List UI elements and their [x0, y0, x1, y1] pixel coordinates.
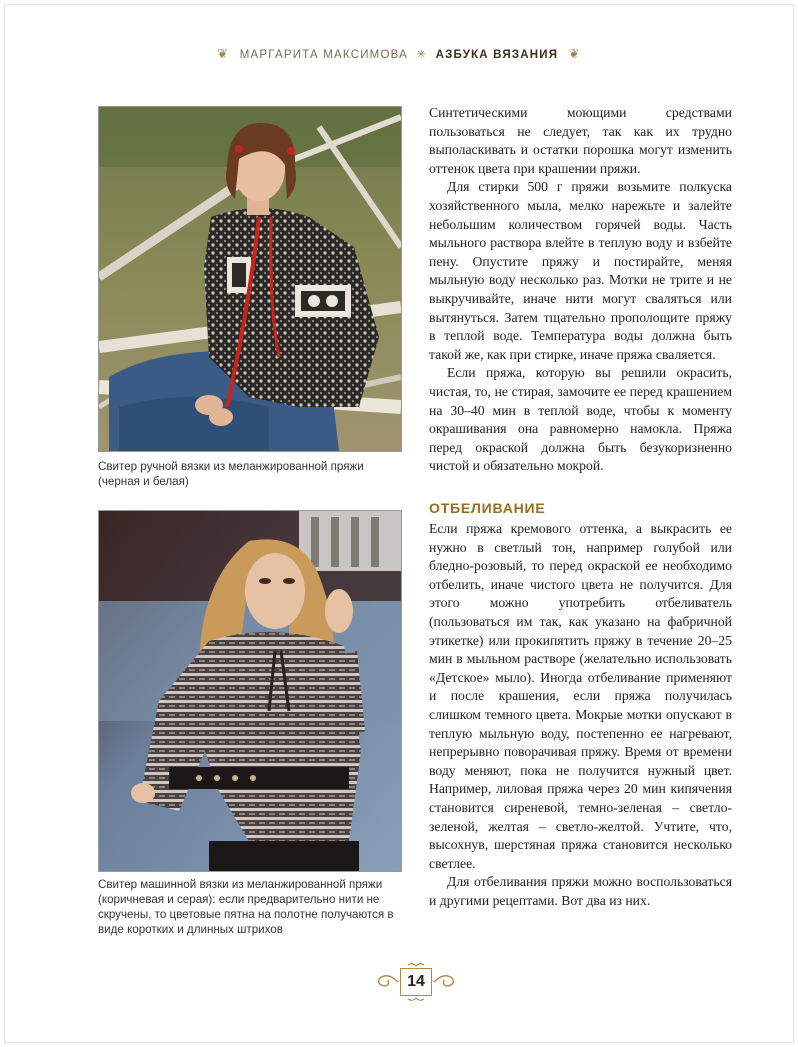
header-separator-icon: ✳ [416, 49, 428, 61]
photo-hand-knit-sweater [98, 106, 402, 452]
paragraph: Если пряжа кремового оттенка, а выкрасить ее нужно в светлый тон, например голубой или бледно-розовый, то перед окраской ее необходимо отбелить, иначе чистого цвета не получится. Для этого можно употребить отбеливатель (пользоваться им так, как указано на фабричной этикетке) или прокипятить пряжу в течение 20–25 мин в мыльном растворе (желательно использовать «Детское» мыло). Иногда отбеливание применяют и после крашения, если пряжа получилась слишком темного цвета. Мокрые мотки опускают в теплую мыльную воду, постепенно ее нагревают, непрерывно поворачивая пряжу. Время от времени воду меняют, пока не получится нужный цвет. Например, лиловая пряжа через 20 мин кипячения становится сиреневой, темно-зеленая – светло-зеленой, желтая – светло-желтой. Учтите, что, высохнув, шерстяная пряжа становится несколько светлее. [429, 521, 732, 871]
section-heading: ОТБЕЛИВАНИЕ [429, 500, 546, 516]
page-number: 14 [400, 968, 432, 996]
paragraph: Для стирки 500 г пряжи возьмите полкуска хозяйственного мыла, мелко нарежьте и залейте небольшим количеством горячей воды. Часть мыльного раствора влейте в теплую воду и взбейте пену. Опустите пряжу и постирайте, меняя мыльную воду несколько раз. Мотки не трите и не выкручивайте, иначе нити могут сваляться или вытянуться. Затем тщательно прополощите пряжу в теплой воде. Температура воды должна быть такой же, как при стирке, иначе пряжа сваляется. [429, 179, 732, 362]
paragraph: Для отбеливания пряжи можно воспользоваться и другими рецептами. Вот два из них. [429, 874, 732, 908]
ornament-right-icon: ❦ [568, 46, 581, 61]
paragraph: Синтетическими моющими средствами пользоваться не следует, так как их трудно выполаскивать и остатки порошка могут изменить оттенок цвета при крашении пряжи. [429, 105, 732, 176]
text-column-2 [429, 520, 732, 910]
photo-caption-1: Свитер ручной вязки из меланжированной пряжи (черная и белая) [98, 460, 364, 488]
page-number-ornament [376, 962, 456, 1002]
text-column-1 [429, 104, 732, 476]
paragraph: Если пряжа, которую вы решили окрасить, чистая, то, не стирая, замочите ее перед крашением на 30–40 мин в теплой воде, чтобы к моменту окрашивания она равномерно намокла. Пряжа перед окраской должна быть безукоризненно чистой и обязательно мокрой. [429, 365, 732, 474]
photo-machine-knit-sweater [98, 510, 402, 872]
running-header [0, 46, 798, 62]
header-book-title: АЗБУКА ВЯЗАНИЯ [435, 49, 559, 61]
ornament-left-icon: ❦ [217, 46, 230, 61]
photo-caption-2: Свитер машинной вязки из меланжированной пряжи (коричневая и серая): если предварительно нити не скручены, то цветовые пятна на полотне получаются в виде коротких и длинных штрихов [98, 878, 394, 936]
header-author: МАРГАРИТА МАКСИМОВА [239, 49, 408, 61]
